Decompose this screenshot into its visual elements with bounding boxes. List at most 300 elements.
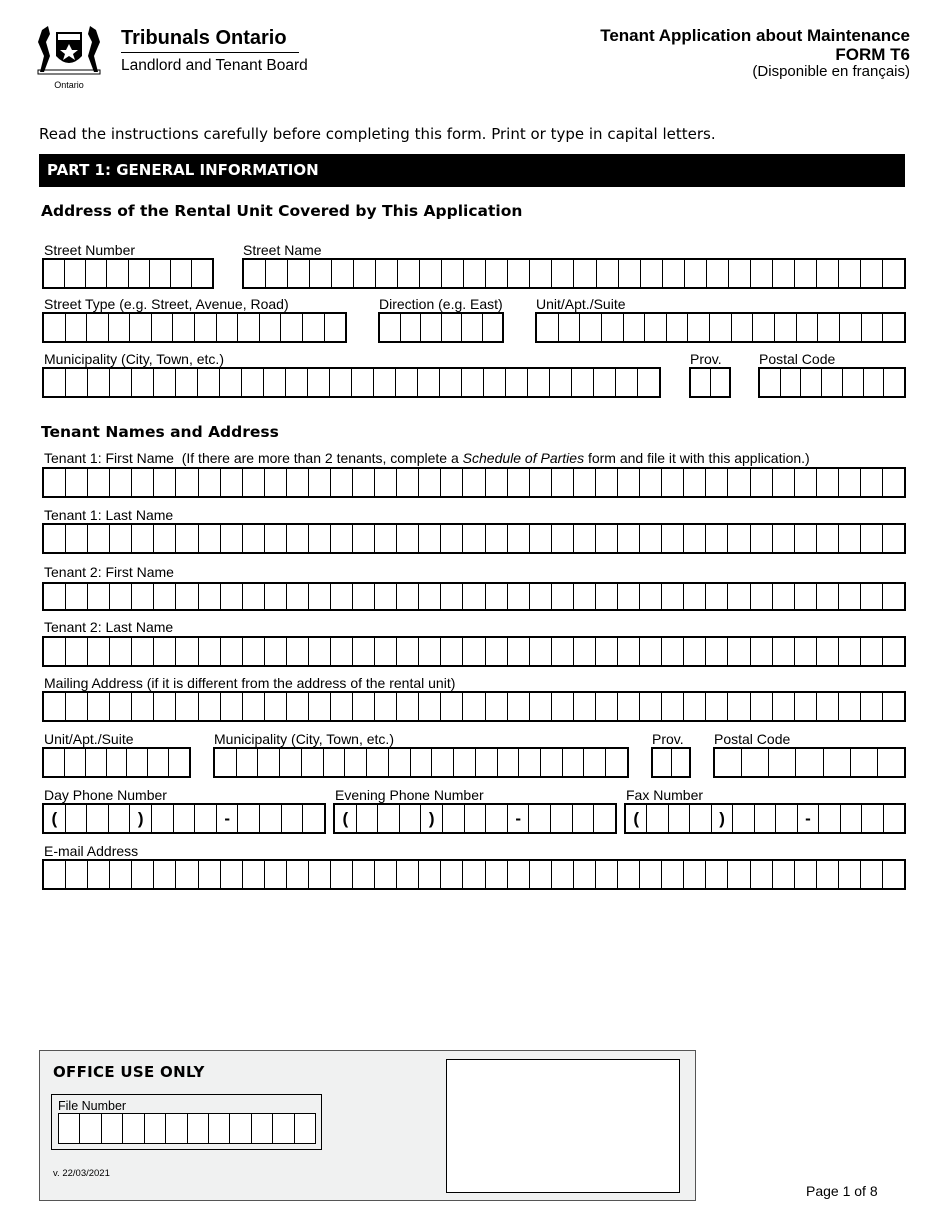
char-box: [354, 260, 376, 287]
char-box: [258, 749, 280, 776]
char-box: [375, 469, 397, 496]
char-box: (: [335, 805, 357, 832]
char-box: [552, 638, 574, 665]
char-box: [295, 1114, 315, 1143]
char-box: -: [798, 805, 819, 832]
char-box: [441, 861, 463, 888]
char-box: [176, 369, 198, 396]
char-box: [243, 638, 265, 665]
char-box: [110, 584, 132, 609]
char-box: [44, 525, 66, 552]
char-box: [596, 584, 618, 609]
direction-label: Direction (e.g. East): [379, 296, 503, 312]
char-box: [188, 1114, 209, 1143]
char-box: [375, 638, 397, 665]
char-box: [606, 749, 627, 776]
char-box: [528, 369, 550, 396]
char-box: [107, 260, 128, 287]
header-divider: [121, 52, 299, 53]
char-box: [65, 749, 86, 776]
char-box: [331, 525, 353, 552]
char-box: [287, 693, 309, 720]
char-box: [309, 861, 331, 888]
char-box: [508, 260, 530, 287]
char-box: [706, 693, 728, 720]
char-box: [110, 693, 132, 720]
char-box: [751, 525, 773, 552]
mailing-unit-input[interactable]: [42, 747, 191, 778]
char-box: [331, 638, 353, 665]
char-box: [154, 693, 176, 720]
char-box: [44, 638, 66, 665]
char-box: [325, 314, 346, 341]
char-box: [559, 314, 581, 341]
char-box: [839, 638, 861, 665]
char-box: [353, 584, 375, 609]
char-box: [353, 525, 375, 552]
char-box: [176, 469, 198, 496]
char-box: [640, 469, 662, 496]
char-box: [728, 693, 750, 720]
char-box: [508, 861, 530, 888]
char-box: [80, 1114, 101, 1143]
char-box: ): [130, 805, 152, 832]
char-box: [508, 584, 530, 609]
char-box: [220, 369, 242, 396]
char-box: [303, 805, 324, 832]
char-box: [861, 861, 883, 888]
char-box: [154, 369, 176, 396]
char-box: [574, 525, 596, 552]
mailing-prov-input[interactable]: [651, 747, 691, 778]
char-box: [781, 369, 802, 396]
char-box: [332, 260, 354, 287]
char-box: [66, 861, 88, 888]
char-box: [308, 369, 330, 396]
char-box: [537, 314, 559, 341]
char-box: [244, 260, 266, 287]
char-box: [760, 369, 781, 396]
tenant2-last-input[interactable]: [42, 636, 906, 667]
day-phone-input[interactable]: [42, 803, 326, 834]
char-box: ): [712, 805, 733, 832]
char-box: [280, 749, 302, 776]
unit-input[interactable]: [535, 312, 906, 343]
char-box: [44, 260, 65, 287]
char-box: [441, 638, 463, 665]
char-box: [751, 638, 773, 665]
char-box: [773, 260, 795, 287]
char-box: [508, 693, 530, 720]
char-box: [411, 749, 433, 776]
char-box: [419, 693, 441, 720]
char-box: [44, 469, 66, 496]
street-type-label: Street Type (e.g. Street, Avenue, Road): [44, 296, 289, 312]
char-box: [486, 693, 508, 720]
char-box: [397, 584, 419, 609]
char-box: [486, 584, 508, 609]
char-box: [309, 525, 331, 552]
char-box: [883, 314, 904, 341]
char-box: [530, 638, 552, 665]
char-box: [839, 525, 861, 552]
char-box: [773, 469, 795, 496]
char-box: [66, 638, 88, 665]
char-box: [129, 260, 150, 287]
char-box: [688, 314, 710, 341]
char-box: [331, 693, 353, 720]
char-box: [44, 861, 66, 888]
char-box: [176, 861, 198, 888]
char-box: [154, 861, 176, 888]
char-box: [441, 469, 463, 496]
char-box: [198, 369, 220, 396]
char-box: [817, 584, 839, 609]
char-box: [199, 693, 221, 720]
char-box: [753, 314, 775, 341]
char-box: [530, 469, 552, 496]
char-box: [640, 584, 662, 609]
char-box: [454, 749, 476, 776]
char-box: [309, 469, 331, 496]
char-box: [530, 861, 552, 888]
char-box: [243, 469, 265, 496]
mailing-address-input[interactable]: [42, 691, 906, 722]
char-box: [843, 369, 864, 396]
char-box: [443, 805, 465, 832]
char-box: [374, 369, 396, 396]
char-box: [176, 584, 198, 609]
char-box: [883, 693, 904, 720]
char-box: [541, 749, 563, 776]
char-box: [199, 525, 221, 552]
postal-code-input[interactable]: [758, 367, 906, 398]
char-box: [795, 861, 817, 888]
char-box: [59, 1114, 80, 1143]
char-box: [87, 805, 109, 832]
tenant1-first-label: Tenant 1: First Name (If there are more than 2 tenants, complete a Schedule of Parties form and file it with this application.): [44, 450, 810, 466]
char-box: [441, 693, 463, 720]
char-box: [442, 260, 464, 287]
char-box: [839, 584, 861, 609]
page-number: Page 1 of 8: [806, 1183, 878, 1199]
char-box: [287, 525, 309, 552]
char-box: [486, 525, 508, 552]
char-box: [822, 369, 843, 396]
char-box: [199, 469, 221, 496]
char-box: [662, 525, 684, 552]
char-box: [861, 525, 883, 552]
file-number-input[interactable]: [58, 1113, 316, 1144]
prov-input[interactable]: [689, 367, 731, 398]
char-box: [419, 584, 441, 609]
street-name-input[interactable]: [242, 258, 906, 289]
char-box: [861, 638, 883, 665]
char-box: [817, 260, 839, 287]
street-type-input[interactable]: [42, 312, 347, 343]
char-box: [88, 369, 110, 396]
char-box: [530, 525, 552, 552]
char-box: [684, 525, 706, 552]
char-box: [841, 805, 862, 832]
char-box: [641, 260, 663, 287]
char-box: [171, 260, 192, 287]
char-box: [861, 693, 883, 720]
char-box: [132, 469, 154, 496]
char-box: [265, 584, 287, 609]
email-input[interactable]: [42, 859, 906, 890]
char-box: [684, 584, 706, 609]
char-box: [66, 469, 88, 496]
char-box: [728, 638, 750, 665]
char-box: [776, 805, 797, 832]
char-box: [640, 638, 662, 665]
char-box: [288, 260, 310, 287]
evening-phone-label: Evening Phone Number: [335, 787, 484, 803]
char-box: [86, 260, 107, 287]
char-box: [110, 369, 132, 396]
ontario-crest-logo: [36, 26, 102, 92]
tenant2-first-input[interactable]: [42, 582, 906, 611]
char-box: [647, 805, 668, 832]
prov-label: Prov.: [690, 351, 722, 367]
char-box: [397, 469, 419, 496]
char-box: [110, 469, 132, 496]
char-box: [552, 260, 574, 287]
char-box: [238, 314, 260, 341]
char-box: [795, 469, 817, 496]
char-box: [265, 525, 287, 552]
char-box: [552, 861, 574, 888]
char-box: [839, 861, 861, 888]
char-box: (: [626, 805, 647, 832]
char-box: [330, 369, 352, 396]
char-box: [624, 314, 646, 341]
char-box: [109, 314, 131, 341]
char-box: [795, 584, 817, 609]
char-box: [375, 861, 397, 888]
municipality-label: Municipality (City, Town, etc.): [44, 351, 224, 367]
char-box: [243, 525, 265, 552]
char-box: [221, 693, 243, 720]
char-box: [110, 638, 132, 665]
char-box: [552, 693, 574, 720]
char-box: [463, 469, 485, 496]
org-name: Tribunals Ontario: [121, 27, 287, 49]
char-box: [418, 369, 440, 396]
char-box: [486, 469, 508, 496]
char-box: [862, 805, 883, 832]
char-box: [376, 260, 398, 287]
char-box: [86, 749, 107, 776]
version-label: v. 22/03/2021: [53, 1168, 110, 1179]
office-use-panel: [39, 1050, 696, 1201]
char-box: [310, 260, 332, 287]
char-box: [742, 749, 769, 776]
char-box: [215, 749, 237, 776]
tenant1-first-input[interactable]: [42, 467, 906, 498]
char-box: [176, 525, 198, 552]
char-box: [751, 584, 773, 609]
char-box: [88, 584, 110, 609]
char-box: [864, 369, 885, 396]
char-box: [331, 469, 353, 496]
municipality-input[interactable]: [42, 367, 661, 398]
char-box: [861, 260, 883, 287]
char-box: [462, 369, 484, 396]
char-box: [574, 260, 596, 287]
char-box: -: [508, 805, 530, 832]
char-box: [662, 638, 684, 665]
char-box: [878, 749, 904, 776]
char-box: [728, 584, 750, 609]
char-box: [530, 584, 552, 609]
char-box: [44, 693, 66, 720]
char-box: [237, 749, 259, 776]
address-heading: Address of the Rental Unit Covered by This Application: [41, 202, 523, 220]
char-box: [195, 805, 217, 832]
char-box: [287, 861, 309, 888]
char-box: [287, 638, 309, 665]
mailing-postal-input[interactable]: [713, 747, 906, 778]
char-box: [176, 638, 198, 665]
char-box: [176, 693, 198, 720]
char-box: [684, 469, 706, 496]
char-box: [751, 861, 773, 888]
char-box: [818, 314, 840, 341]
char-box: [819, 805, 840, 832]
char-box: [66, 314, 88, 341]
char-box: [817, 638, 839, 665]
char-box: [572, 369, 594, 396]
char-box: [44, 584, 66, 609]
fax-label: Fax Number: [626, 787, 704, 803]
fax-input[interactable]: [624, 803, 906, 834]
char-box: [795, 693, 817, 720]
char-box: [389, 749, 411, 776]
mailing-municipality-input[interactable]: [213, 747, 629, 778]
char-box: [550, 369, 572, 396]
char-box: [87, 314, 109, 341]
char-box: [154, 525, 176, 552]
char-box: [152, 314, 174, 341]
char-box: [684, 638, 706, 665]
board-name: Landlord and Tenant Board: [121, 57, 308, 74]
char-box: [44, 749, 65, 776]
char-box: [265, 693, 287, 720]
char-box: [357, 805, 379, 832]
direction-input[interactable]: [378, 312, 504, 343]
char-box: [795, 260, 817, 287]
tenant-heading: Tenant Names and Address: [41, 423, 279, 441]
char-box: [840, 314, 862, 341]
char-box: [440, 369, 462, 396]
char-box: [506, 369, 528, 396]
char-box: [110, 525, 132, 552]
char-box: [221, 469, 243, 496]
char-box: [102, 1114, 123, 1143]
char-box: [462, 314, 483, 341]
char-box: [662, 693, 684, 720]
char-box: [486, 805, 508, 832]
char-box: [397, 525, 419, 552]
char-box: [130, 314, 152, 341]
char-box: [552, 469, 574, 496]
char-box: [217, 314, 239, 341]
char-box: [264, 369, 286, 396]
char-box: [419, 861, 441, 888]
char-box: [230, 1114, 251, 1143]
char-box: [464, 260, 486, 287]
char-box: [209, 1114, 230, 1143]
char-box: [345, 749, 367, 776]
char-box: [801, 369, 822, 396]
char-box: [817, 861, 839, 888]
char-box: [519, 749, 541, 776]
char-box: [602, 314, 624, 341]
char-box: [715, 749, 742, 776]
form-title-block: [600, 26, 910, 80]
char-box: [145, 1114, 166, 1143]
char-box: [883, 525, 904, 552]
char-box: [132, 861, 154, 888]
char-box: [574, 584, 596, 609]
char-box: [243, 693, 265, 720]
char-box: [66, 369, 88, 396]
char-box: [530, 260, 552, 287]
char-box: [640, 525, 662, 552]
char-box: [707, 260, 729, 287]
char-box: [530, 693, 552, 720]
char-box: [769, 749, 796, 776]
char-box: [243, 861, 265, 888]
char-box: [653, 749, 672, 776]
char-box: [706, 525, 728, 552]
tenant1-last-input[interactable]: [42, 523, 906, 554]
char-box: [441, 525, 463, 552]
char-box: [465, 805, 487, 832]
char-box: [596, 525, 618, 552]
char-box: [706, 469, 728, 496]
char-box: [597, 260, 619, 287]
street-number-input[interactable]: [42, 258, 214, 289]
tenant1-last-label: Tenant 1: Last Name: [44, 507, 174, 523]
char-box: [883, 638, 904, 665]
char-box: [728, 469, 750, 496]
char-box: [483, 314, 503, 341]
char-box: [684, 861, 706, 888]
char-box: (: [44, 805, 66, 832]
char-box: [260, 314, 282, 341]
char-box: [88, 469, 110, 496]
char-box: [596, 861, 618, 888]
char-box: [148, 749, 169, 776]
char-box: [331, 584, 353, 609]
char-box: [508, 469, 530, 496]
char-box: [419, 638, 441, 665]
char-box: [199, 638, 221, 665]
char-box: [173, 314, 195, 341]
evening-phone-input[interactable]: [333, 803, 617, 834]
char-box: [594, 805, 615, 832]
char-box: [508, 525, 530, 552]
char-box: [66, 805, 88, 832]
char-box: [195, 314, 217, 341]
char-box: [252, 1114, 273, 1143]
char-box: [107, 749, 128, 776]
char-box: [353, 469, 375, 496]
char-box: [442, 314, 463, 341]
